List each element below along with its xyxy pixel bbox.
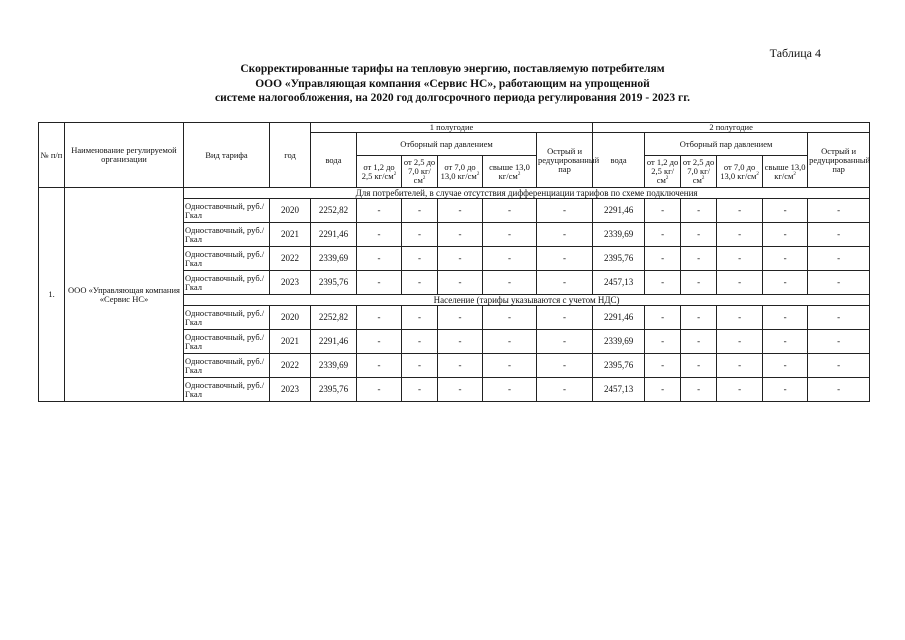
h1-p3-cell: - [438,378,483,402]
h1-water-cell: 2291,46 [311,223,357,247]
year-cell: 2020 [270,306,311,330]
h2-p1-cell: - [645,271,681,295]
header-h1-p4: свыше 13,0 $кг/см^2$ [483,156,537,188]
h2-p2-cell: - [681,330,717,354]
h2-p4-cell: - [763,378,808,402]
h2-p2-cell: - [681,354,717,378]
h2-sharp-steam-cell: - [808,271,870,295]
tariff-type-cell: Одноставочный, руб./Гкал [184,354,270,378]
h1-p1-cell: - [357,271,402,295]
h1-p4-cell: - [483,271,537,295]
h2-water-cell: 2395,76 [593,247,645,271]
header-year: год [270,123,311,188]
h2-p1-cell: - [645,223,681,247]
h1-p4-cell: - [483,330,537,354]
h1-p1-cell: - [357,306,402,330]
header-h1-p3: от 7,0 до 13,0 $кг/см^2$ [438,156,483,188]
h1-water-cell: 2339,69 [311,354,357,378]
h2-p3-cell: - [717,271,763,295]
h2-p2-cell: - [681,378,717,402]
h2-p2-cell: - [681,223,717,247]
year-cell: 2022 [270,354,311,378]
h2-p3-cell: - [717,223,763,247]
h2-p3-cell: - [717,378,763,402]
year-cell: 2021 [270,223,311,247]
h2-water-cell: 2395,76 [593,354,645,378]
h1-p2-cell: - [402,378,438,402]
h1-p3-cell: - [438,306,483,330]
h1-p3-cell: - [438,271,483,295]
h2-water-cell: 2339,69 [593,330,645,354]
h1-p1-cell: - [357,199,402,223]
h1-p3-cell: - [438,354,483,378]
table-number: Таблица 4 [769,46,821,60]
h2-p1-cell: - [645,378,681,402]
header-h2-sharp-steam: Острый и редуцированный пар [808,133,870,188]
h1-p1-cell: - [357,354,402,378]
h2-water-cell: 2291,46 [593,199,645,223]
h2-p3-cell: - [717,199,763,223]
h1-p4-cell: - [483,378,537,402]
h2-p4-cell: - [763,354,808,378]
header-tariff-type: Вид тарифа [184,123,270,188]
h1-sharp-steam-cell: - [537,271,593,295]
header-half-1: 1 полугодие [311,123,593,133]
header-h2-p3: от 7,0 до 13,0 $кг/см^2$ [717,156,763,188]
header-h1-p1: от 1,2 до 2,5 $кг/см^2$ [357,156,402,188]
header-h2-p4: свыше 13,0 $кг/см^2$ [763,156,808,188]
h2-p3-cell: - [717,247,763,271]
tariff-type-cell: Одноставочный, руб./Гкал [184,223,270,247]
header-h1-water: вода [311,133,357,188]
h1-p1-cell: - [357,247,402,271]
h1-water-cell: 2252,82 [311,199,357,223]
h1-sharp-steam-cell: - [537,378,593,402]
h2-sharp-steam-cell: - [808,354,870,378]
h1-p4-cell: - [483,306,537,330]
h2-p1-cell: - [645,306,681,330]
title-line-2: ООО «Управляющая компания «Сервис НС», работающим на упрощенной [255,77,650,90]
year-cell: 2023 [270,378,311,402]
org-name: ООО «Управляющая компания «Сервис НС» [65,188,184,402]
header-h2-water: вода [593,133,645,188]
h2-p2-cell: - [681,199,717,223]
h2-p1-cell: - [645,330,681,354]
h1-p2-cell: - [402,271,438,295]
h1-water-cell: 2339,69 [311,247,357,271]
h2-p1-cell: - [645,354,681,378]
year-cell: 2022 [270,247,311,271]
h1-water-cell: 2291,46 [311,330,357,354]
h2-p3-cell: - [717,306,763,330]
h1-water-cell: 2252,82 [311,306,357,330]
h2-sharp-steam-cell: - [808,330,870,354]
section-title: Для потребителей, в случае отсутствия дифференциации тарифов по схеме подключения [184,188,870,199]
h2-p4-cell: - [763,306,808,330]
h1-p1-cell: - [357,378,402,402]
document-title [0,62,905,106]
h1-p3-cell: - [438,330,483,354]
h1-sharp-steam-cell: - [537,354,593,378]
year-cell: 2023 [270,271,311,295]
h1-p3-cell: - [438,199,483,223]
h1-p1-cell: - [357,223,402,247]
h1-p4-cell: - [483,354,537,378]
h2-p1-cell: - [645,199,681,223]
h2-p4-cell: - [763,247,808,271]
header-h1-p2: от 2,5 до 7,0 $кг/см^2$ [402,156,438,188]
h2-p3-cell: - [717,354,763,378]
h2-sharp-steam-cell: - [808,223,870,247]
h2-sharp-steam-cell: - [808,306,870,330]
h1-sharp-steam-cell: - [537,306,593,330]
h1-p3-cell: - [438,223,483,247]
h2-p2-cell: - [681,306,717,330]
tariff-table [38,122,870,402]
header-h2-steam: Отборный пар давлением [645,133,808,156]
tariff-type-cell: Одноставочный, руб./Гкал [184,247,270,271]
header-h2-p2: от 2,5 до 7,0 $кг/см^2$ [681,156,717,188]
header-number: № п/п [39,123,65,188]
h1-p4-cell: - [483,223,537,247]
h1-p2-cell: - [402,330,438,354]
h2-sharp-steam-cell: - [808,247,870,271]
header-h2-p1: от 1,2 до 2,5 $кг/см^2$ [645,156,681,188]
h2-p4-cell: - [763,271,808,295]
h2-sharp-steam-cell: - [808,378,870,402]
h1-p3-cell: - [438,247,483,271]
h1-p2-cell: - [402,354,438,378]
h2-p2-cell: - [681,271,717,295]
h1-sharp-steam-cell: - [537,199,593,223]
header-h1-steam: Отборный пар давлением [357,133,537,156]
h1-p4-cell: - [483,247,537,271]
h1-water-cell: 2395,76 [311,378,357,402]
h2-p1-cell: - [645,247,681,271]
header-organization: Наименование регулируемой организации [65,123,184,188]
tariff-type-cell: Одноставочный, руб./Гкал [184,306,270,330]
year-cell: 2021 [270,330,311,354]
h2-p4-cell: - [763,199,808,223]
h1-p2-cell: - [402,223,438,247]
year-cell: 2020 [270,199,311,223]
table-body [39,188,870,402]
tariff-type-cell: Одноставочный, руб./Гкал [184,378,270,402]
h2-p4-cell: - [763,330,808,354]
header-h1-sharp-steam: Острый и редуцированный пар [537,133,593,188]
h1-sharp-steam-cell: - [537,330,593,354]
h2-water-cell: 2457,13 [593,378,645,402]
h2-p2-cell: - [681,247,717,271]
h2-p3-cell: - [717,330,763,354]
h1-p2-cell: - [402,199,438,223]
h2-water-cell: 2457,13 [593,271,645,295]
h1-p4-cell: - [483,199,537,223]
h1-water-cell: 2395,76 [311,271,357,295]
title-line-1: Скорректированные тарифы на тепловую энергию, поставляемую потребителям [240,63,665,75]
tariff-type-cell: Одноставочный, руб./Гкал [184,199,270,223]
h1-sharp-steam-cell: - [537,247,593,271]
h1-sharp-steam-cell: - [537,223,593,247]
h2-p4-cell: - [763,223,808,247]
title-line-3: системе налогообложения, на 2020 год долгосрочного периода регулирования 2019 - 2023 гг. [214,92,691,104]
section-title: Население (тарифы указываются с учетом НДС) [184,295,870,306]
h2-water-cell: 2291,46 [593,306,645,330]
h2-sharp-steam-cell: - [808,199,870,223]
tariff-type-cell: Одноставочный, руб./Гкал [184,330,270,354]
h1-p1-cell: - [357,330,402,354]
header-half-2: 2 полугодие [593,123,870,133]
h2-water-cell: 2339,69 [593,223,645,247]
tariff-type-cell: Одноставочный, руб./Гкал [184,271,270,295]
org-number: 1. [39,188,65,402]
h1-p2-cell: - [402,306,438,330]
h1-p2-cell: - [402,247,438,271]
